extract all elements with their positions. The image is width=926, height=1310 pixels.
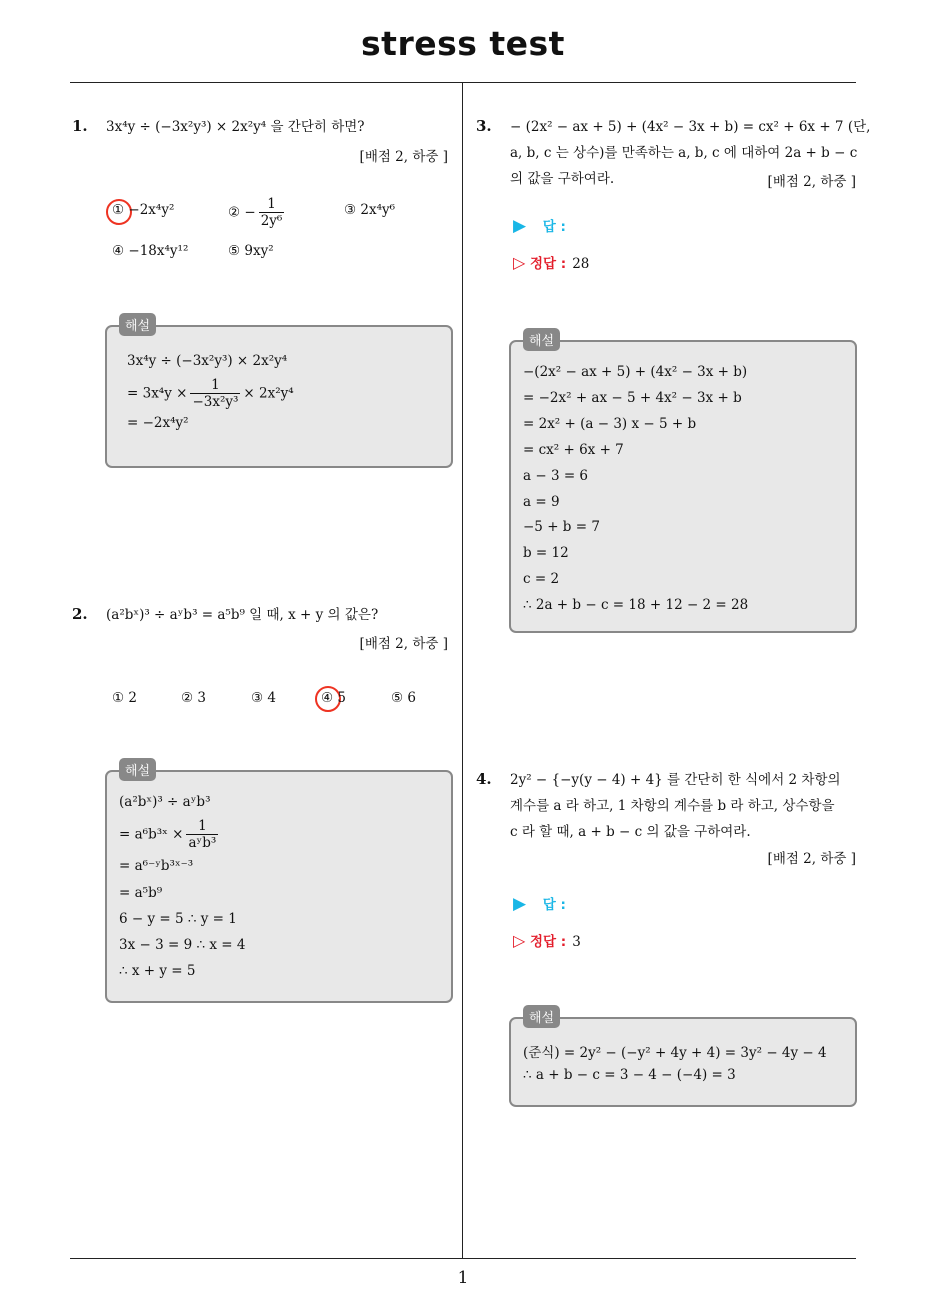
q1-solution-line: 3x⁴y ÷ (−3x²y³) × 2x²y⁴: [127, 353, 288, 369]
q4-line-1: 2y² − {−y(y − 4) + 4} 를 간단히 한 식에서 2 차항의: [510, 772, 841, 788]
q3-solution-line: a = 9: [523, 494, 560, 510]
q3-line-3: 의 값을 구하여라.: [510, 171, 615, 187]
q4-correct-row: [513, 930, 581, 950]
q4-line-2: 계수를 a 라 하고, 1 차항의 계수를 b 라 하고, 상수항을: [510, 798, 835, 814]
q3-line-2: a, b, c 는 상수)를 만족하는 a, b, c 에 대하여 2a + b − c: [510, 145, 858, 161]
play-outline-icon: ▷: [513, 931, 526, 950]
q2-choice-5[interactable]: ⑤ 6: [391, 690, 416, 706]
q4-answer-label: 답 :: [542, 897, 566, 913]
q3-correct-label: 정답 :: [530, 256, 567, 272]
q4-solution-tag: 해설: [523, 1005, 560, 1028]
q3-number: 3.: [476, 117, 492, 135]
q4-solution-line: ∴ a + b − c = 3 − 4 − (−4) = 3: [523, 1067, 736, 1083]
q4-number: 4.: [476, 770, 492, 788]
q2-choice-4[interactable]: ④ 5: [321, 690, 346, 706]
q3-line-1: − (2x² − ax + 5) + (4x² − 3x + b) = cx² + 6x + 7 (단,: [510, 119, 871, 135]
q2-text: (a²bˣ)³ ÷ aʸb³ = a⁵b⁹ 일 때, x + y 의 값은?: [106, 607, 379, 623]
q1-choice-1[interactable]: ① −2x⁴y²: [112, 202, 175, 218]
q2-solution-box: [105, 770, 453, 1003]
q3-solution-tag: 해설: [523, 328, 560, 351]
q1-choice-4[interactable]: ④ −18x⁴y¹²: [112, 243, 189, 259]
q4-solution-line: (준식) = 2y² − (−y² + 4y + 4) = 3y² − 4y − 4: [523, 1045, 827, 1061]
page-number: 1: [457, 1268, 469, 1288]
q1-solution-line: = −2x⁴y²: [127, 415, 189, 431]
q3-solution-line: −(2x² − ax + 5) + (4x² − 3x + b): [523, 364, 748, 380]
q3-solution-line: b = 12: [523, 545, 569, 561]
q3-score: [배점 2, 하중 ]: [767, 174, 856, 190]
q2-solution-line: = a⁶b³ˣ × $\frac{1}{\text{aʸb³}}$: [119, 818, 217, 851]
q3-solution-line: ∴ 2a + b − c = 18 + 12 − 2 = 28: [523, 597, 749, 613]
footer-rule: [70, 1258, 856, 1259]
q2-choice-1[interactable]: ① 2: [112, 690, 137, 706]
q3-answer-label: 답 :: [542, 219, 566, 235]
header-rule: [70, 82, 856, 83]
q3-answer-row: [513, 215, 566, 236]
q1-choice-2[interactable]: [228, 196, 287, 230]
q3-solution-line: = −2x² + ax − 5 + 4x² − 3x + b: [523, 390, 742, 406]
q2-solution-tag: 해설: [119, 758, 156, 781]
q2-choice-2[interactable]: ② 3: [181, 690, 206, 706]
q4-score: [배점 2, 하중 ]: [767, 851, 856, 867]
q1-choice-5[interactable]: ⑤ 9xy²: [228, 243, 274, 259]
q1-solution-line: = 3x⁴y × $\frac{1}{\text{−3x²y³}}$ × 2x²y⁴: [127, 377, 294, 410]
q1-score: [배점 2, 하중 ]: [359, 149, 448, 165]
q3-correct-row: [513, 252, 589, 272]
q2-solution-line: (a²bˣ)³ ÷ aʸb³: [119, 794, 211, 810]
q2-solution-line: 6 − y = 5 ∴ y = 1: [119, 911, 237, 927]
q2-score: [배점 2, 하중 ]: [359, 636, 448, 652]
column-divider: [462, 83, 463, 1259]
q4-answer-row: [513, 893, 566, 914]
q4-solution-box: [509, 1017, 857, 1107]
q1-solution-fraction: $\frac{1}{\text{−3x²y³}}$: [192, 377, 239, 410]
q2-solution-line: 3x − 3 = 9 ∴ x = 4: [119, 937, 246, 953]
q1-choice-3[interactable]: ③ 2x⁴y⁶: [344, 202, 396, 218]
page-title: stress test: [361, 24, 565, 63]
q4-correct-value: 3: [572, 934, 581, 950]
q3-solution-box: [509, 340, 857, 633]
q2-solution-line: = a⁶⁻ʸb³ˣ⁻³: [119, 858, 194, 874]
play-filled-icon: ▶: [513, 216, 527, 236]
q2-choice-3[interactable]: ③ 4: [251, 690, 276, 706]
play-outline-icon: ▷: [513, 253, 526, 272]
q1-choice-2-fraction: $\frac{1}{\text{2y⁶}}$: [260, 196, 283, 229]
q3-solution-line: = 2x² + (a − 3) x − 5 + b: [523, 416, 697, 432]
q3-solution-line: −5 + b = 7: [523, 519, 600, 535]
q1-number: 1.: [72, 117, 88, 135]
q3-solution-line: c = 2: [523, 571, 560, 587]
q4-line-3: c 라 할 때, a + b − c 의 값을 구하여라.: [510, 824, 751, 840]
q1-choice-2-label: ② −: [228, 204, 256, 221]
q3-solution-line: a − 3 = 6: [523, 468, 589, 484]
q1-text: 3x⁴y ÷ (−3x²y³) × 2x²y⁴ 을 간단히 하면?: [106, 119, 365, 135]
q1-solution-box: [105, 325, 453, 468]
q2-solution-line: ∴ x + y = 5: [119, 963, 196, 979]
q3-correct-value: 28: [572, 256, 590, 272]
q2-number: 2.: [72, 605, 88, 623]
q2-solution-fraction: $\frac{1}{\text{aʸb³}}$: [188, 818, 217, 851]
play-filled-icon: ▶: [513, 894, 527, 914]
q2-solution-line: = a⁵b⁹: [119, 885, 163, 901]
q4-correct-label: 정답 :: [530, 934, 567, 950]
q3-solution-line: = cx² + 6x + 7: [523, 442, 624, 458]
q1-solution-tag: 해설: [119, 313, 156, 336]
